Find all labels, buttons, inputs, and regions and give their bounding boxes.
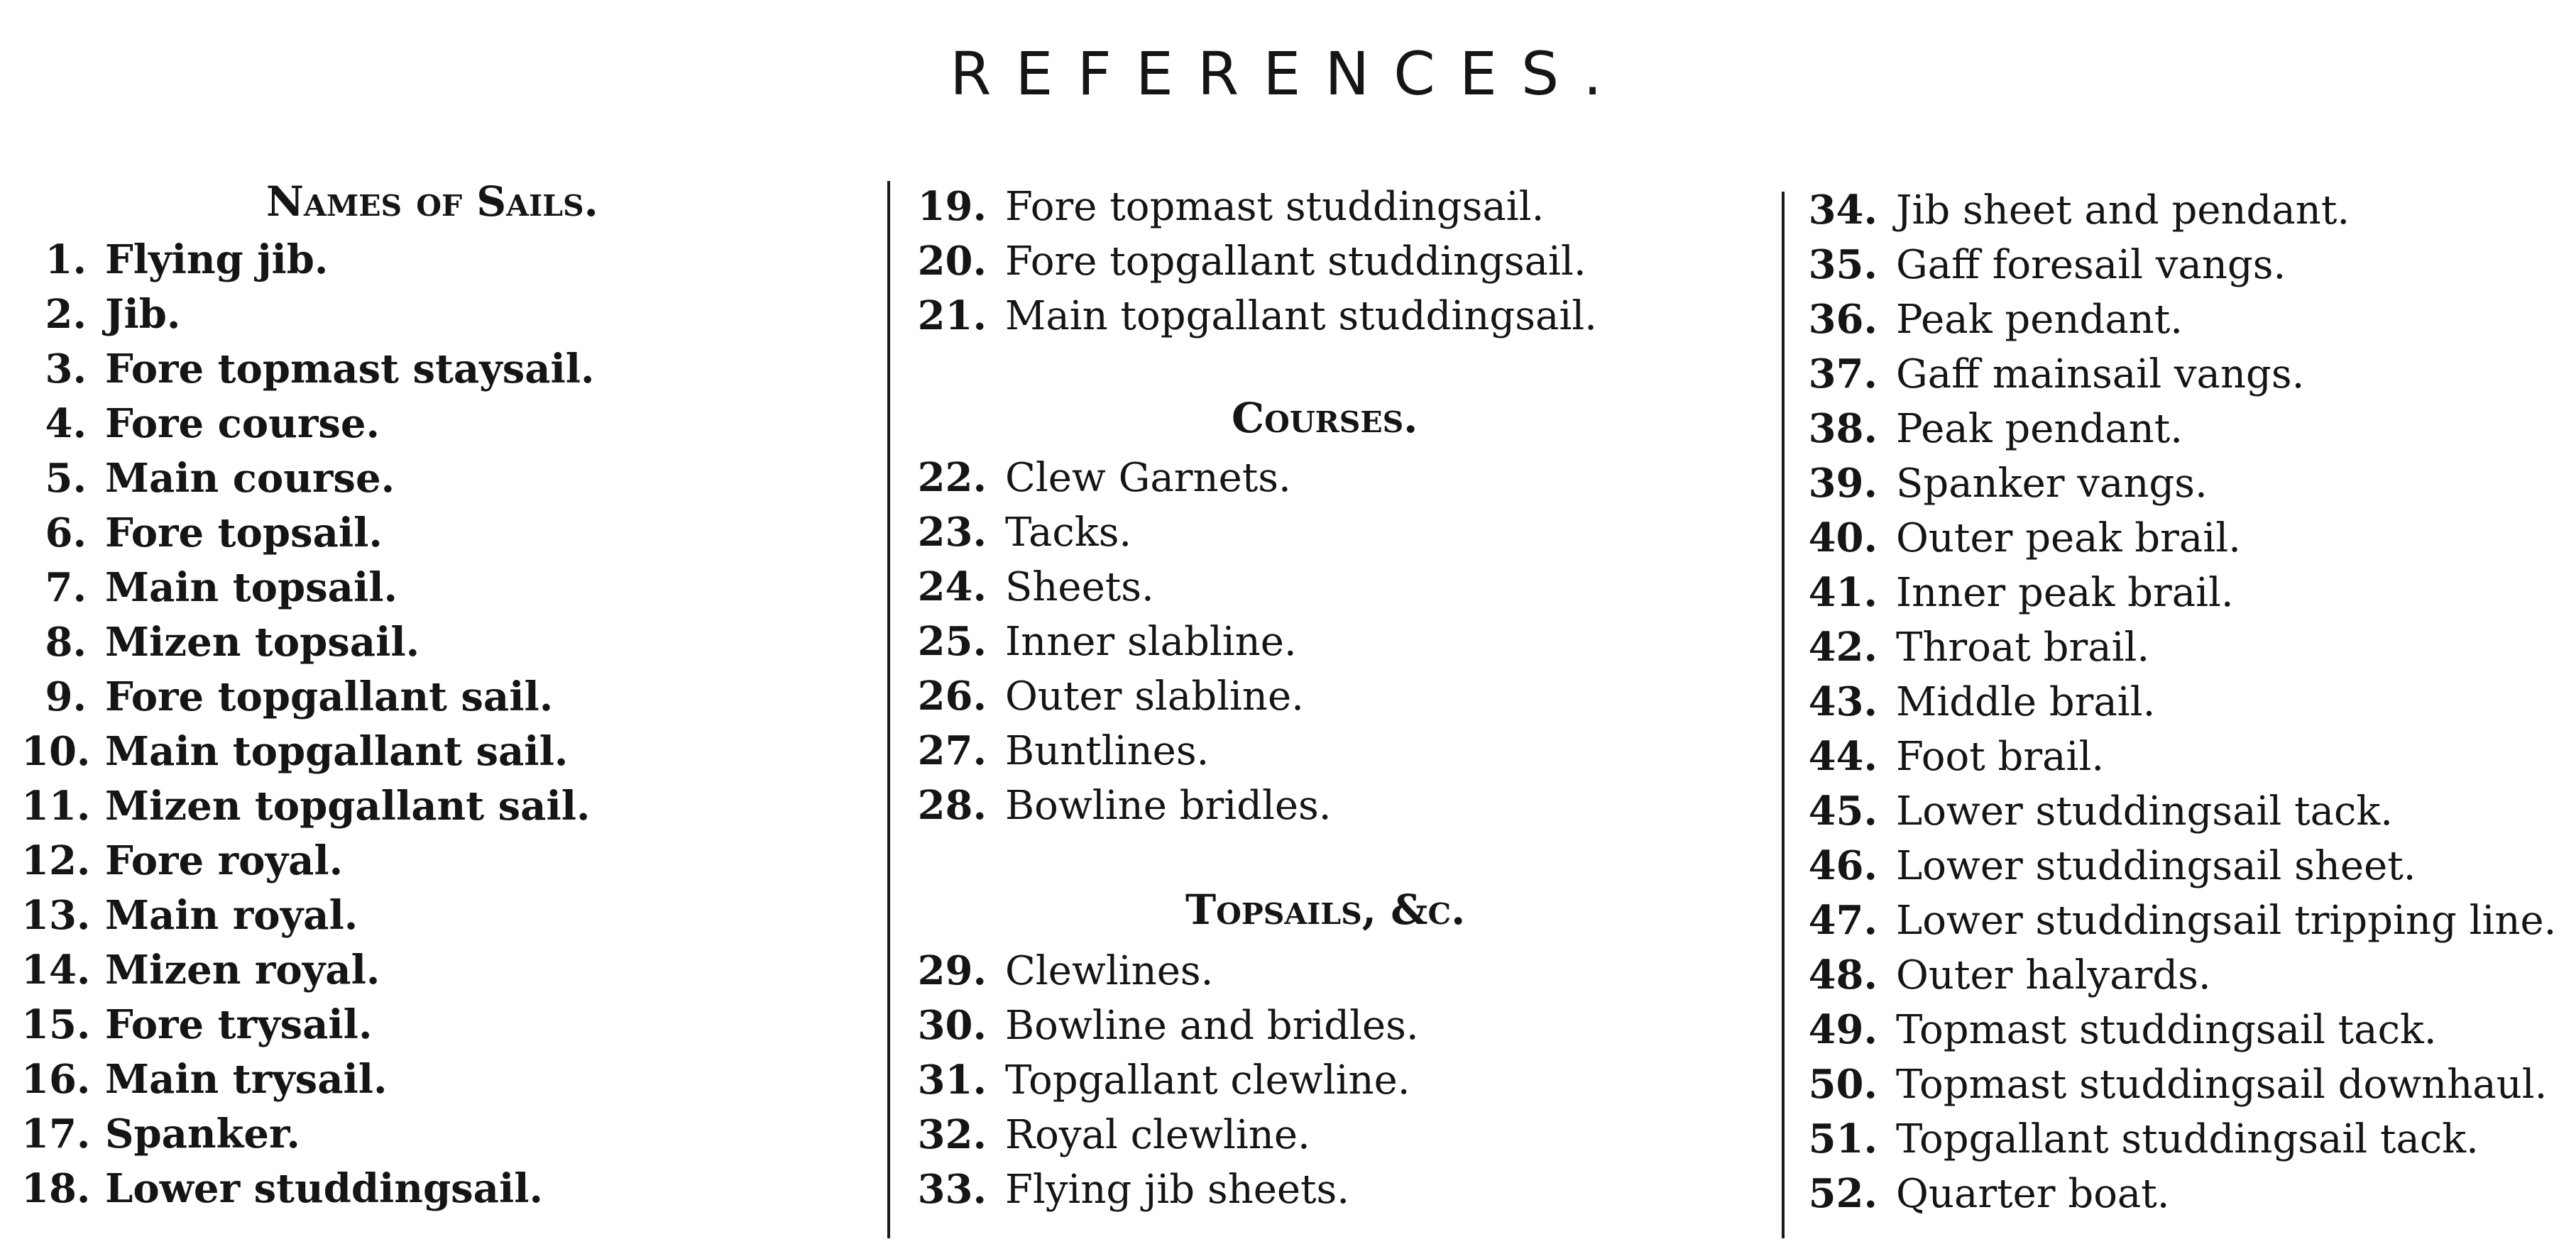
- list-item: [1796, 187, 2350, 233]
- item-number: 26.: [917, 673, 987, 720]
- item-label: Peak pendant.: [1896, 297, 2183, 343]
- list-item: [21, 455, 395, 502]
- item-number: 11.: [21, 783, 91, 830]
- column-divider-right: [1782, 192, 1785, 1238]
- item-number: 28.: [917, 782, 987, 829]
- item-label: Spanker.: [105, 1111, 300, 1157]
- item-number: 18.: [21, 1165, 91, 1212]
- item-number: 37.: [1808, 351, 1878, 397]
- item-label: Lower studdingsail.: [105, 1165, 543, 1212]
- list-item: [905, 947, 1214, 994]
- item-label: Topmast studdingsail downhaul.: [1896, 1062, 2548, 1108]
- list-item: [905, 509, 1132, 556]
- item-number: 13.: [21, 892, 91, 939]
- list-item: [21, 837, 344, 884]
- item-number: 27.: [917, 727, 987, 774]
- list-item: [1796, 733, 2105, 780]
- list-item: [905, 563, 1154, 610]
- list-item: [1796, 678, 2156, 725]
- item-number: 44.: [1808, 733, 1878, 780]
- item-label: Main topgallant sail.: [105, 728, 569, 775]
- list-item: [21, 564, 398, 611]
- list-item: [905, 454, 1291, 501]
- item-label: Fore course.: [105, 400, 380, 447]
- item-label: Mizen topgallant sail.: [105, 783, 591, 830]
- item-number: 7.: [45, 564, 87, 611]
- item-label: Gaff mainsail vangs.: [1896, 351, 2305, 397]
- item-number: 43.: [1808, 678, 1878, 725]
- list-item: [1796, 405, 2183, 452]
- list-item: [1796, 788, 2394, 835]
- item-label: Main topsail.: [105, 564, 398, 611]
- item-number: 8.: [45, 619, 87, 666]
- list-item: [905, 1002, 1419, 1049]
- item-label: Fore topgallant studdingsail.: [1005, 238, 1586, 285]
- list-item: [905, 292, 1597, 339]
- item-number: 40.: [1808, 514, 1878, 561]
- item-label: Lower studdingsail tack.: [1896, 788, 2394, 835]
- item-label: Flying jib sheets.: [1005, 1167, 1350, 1213]
- list-item: [905, 183, 1545, 230]
- list-item: [1796, 1061, 2548, 1108]
- item-number: 14.: [21, 947, 91, 993]
- item-label: Mizen topsail.: [105, 619, 420, 666]
- list-item: [1796, 569, 2234, 616]
- list-item: [21, 673, 554, 720]
- item-label: Inner peak brail.: [1896, 570, 2234, 616]
- item-label: Throat brail.: [1896, 624, 2150, 671]
- list-item: [21, 1056, 388, 1103]
- list-item: [21, 346, 595, 392]
- item-label: Outer halyards.: [1896, 952, 2211, 998]
- section-heading-names-of-sails: Names of Sails.: [266, 177, 598, 226]
- item-number: 16.: [21, 1056, 91, 1103]
- item-label: Gaff foresail vangs.: [1896, 242, 2286, 288]
- item-label: Topmast studdingsail tack.: [1896, 1007, 2437, 1053]
- item-number: 36.: [1808, 296, 1878, 343]
- item-label: Lower studdingsail tripping line.: [1896, 898, 2557, 944]
- item-number: 45.: [1808, 788, 1878, 835]
- item-label: Outer slabline.: [1005, 673, 1304, 720]
- item-number: 31.: [917, 1057, 987, 1103]
- list-item: [905, 1057, 1410, 1103]
- item-label: Royal clewline.: [1005, 1112, 1310, 1158]
- item-number: 12.: [21, 837, 91, 884]
- list-item: [905, 238, 1586, 285]
- item-number: 32.: [917, 1111, 987, 1158]
- list-item: [21, 783, 591, 830]
- item-label: Foot brail.: [1896, 734, 2105, 780]
- item-label: Main royal.: [105, 892, 358, 939]
- item-number: 35.: [1808, 241, 1878, 288]
- item-label: Fore topmast studdingsail.: [1005, 184, 1545, 230]
- item-label: Sheets.: [1005, 564, 1154, 610]
- list-item: [21, 619, 420, 666]
- item-number: 49.: [1808, 1006, 1878, 1053]
- list-item: [1796, 514, 2241, 561]
- item-number: 15.: [21, 1001, 91, 1048]
- item-label: Middle brail.: [1896, 679, 2156, 725]
- list-item: [21, 1001, 373, 1048]
- page-title: REFERENCES.: [950, 39, 1626, 109]
- column-divider-left: [887, 181, 890, 1238]
- list-item: [1796, 952, 2211, 998]
- item-number: 22.: [917, 454, 987, 501]
- item-number: 3.: [45, 346, 87, 392]
- item-label: Main trysail.: [105, 1056, 388, 1103]
- item-number: 1.: [45, 236, 87, 283]
- item-label: Clewlines.: [1005, 948, 1214, 994]
- item-label: Quarter boat.: [1896, 1171, 2170, 1217]
- item-number: 5.: [45, 455, 87, 502]
- item-label: Buntlines.: [1005, 728, 1210, 774]
- list-item: [21, 1111, 300, 1157]
- list-item: [1796, 460, 2208, 507]
- item-label: Bowline bridles.: [1005, 783, 1332, 829]
- item-label: Outer peak brail.: [1896, 515, 2241, 561]
- section-heading-courses: Courses.: [1232, 394, 1418, 442]
- item-number: 52.: [1808, 1170, 1878, 1217]
- list-item: [905, 1166, 1350, 1213]
- item-number: 42.: [1808, 624, 1878, 671]
- item-number: 4.: [45, 400, 87, 447]
- item-label: Topgallant studdingsail tack.: [1896, 1116, 2479, 1162]
- item-label: Jib sheet and pendant.: [1896, 187, 2350, 233]
- item-label: Jib.: [105, 291, 181, 338]
- list-item: [905, 727, 1210, 774]
- item-label: Inner slabline.: [1005, 619, 1297, 665]
- list-item: [1796, 897, 2557, 944]
- item-label: Fore trysail.: [105, 1001, 373, 1048]
- item-number: 39.: [1808, 460, 1878, 507]
- item-label: Clew Garnets.: [1005, 455, 1291, 501]
- item-label: Mizen royal.: [105, 947, 380, 993]
- list-item: [1796, 1116, 2479, 1162]
- item-number: 6.: [45, 510, 87, 556]
- item-number: 25.: [917, 618, 987, 665]
- item-number: 21.: [917, 292, 987, 339]
- list-item: [1796, 624, 2150, 671]
- item-label: Spanker vangs.: [1896, 461, 2208, 507]
- item-label: Bowline and bridles.: [1005, 1003, 1419, 1049]
- item-number: 23.: [917, 509, 987, 556]
- item-label: Topgallant clewline.: [1005, 1057, 1410, 1103]
- list-item: [1796, 241, 2286, 288]
- item-number: 17.: [21, 1111, 91, 1157]
- list-item: [21, 947, 380, 993]
- item-label: Tacks.: [1005, 510, 1132, 556]
- item-label: Fore royal.: [105, 837, 344, 884]
- list-item: [905, 782, 1332, 829]
- item-number: 33.: [917, 1166, 987, 1213]
- item-number: 20.: [917, 238, 987, 285]
- item-number: 38.: [1808, 405, 1878, 452]
- item-label: Flying jib.: [105, 236, 329, 283]
- list-item: [21, 1165, 543, 1212]
- section-heading-topsails: Topsails, &c.: [1185, 886, 1466, 934]
- list-item: [21, 728, 569, 775]
- item-number: 48.: [1808, 952, 1878, 998]
- list-item: [1796, 1170, 2170, 1217]
- item-label: Main course.: [105, 455, 395, 502]
- list-item: [905, 1111, 1310, 1158]
- item-label: Peak pendant.: [1896, 406, 2183, 452]
- list-item: [1796, 351, 2305, 397]
- item-number: 9.: [45, 673, 87, 720]
- item-number: 24.: [917, 563, 987, 610]
- item-number: 29.: [917, 947, 987, 994]
- list-item: [21, 400, 380, 447]
- list-item: [1796, 1006, 2437, 1053]
- item-number: 50.: [1808, 1061, 1878, 1108]
- list-item: [21, 291, 181, 338]
- list-item: [21, 510, 383, 556]
- item-number: 10.: [21, 728, 91, 775]
- item-number: 19.: [917, 183, 987, 230]
- item-number: 30.: [917, 1002, 987, 1049]
- item-number: 47.: [1808, 897, 1878, 944]
- list-item: [905, 673, 1304, 720]
- item-label: Fore topsail.: [105, 510, 383, 556]
- item-label: Main topgallant studdingsail.: [1005, 293, 1597, 339]
- item-label: Fore topgallant sail.: [105, 673, 554, 720]
- item-number: 51.: [1808, 1116, 1878, 1162]
- item-label: Fore topmast staysail.: [105, 346, 595, 392]
- item-label: Lower studdingsail sheet.: [1896, 843, 2416, 889]
- item-number: 2.: [45, 291, 87, 338]
- list-item: [21, 236, 329, 283]
- item-number: 46.: [1808, 842, 1878, 889]
- list-item: [1796, 296, 2183, 343]
- list-item: [21, 892, 358, 939]
- item-number: 41.: [1808, 569, 1878, 616]
- list-item: [905, 618, 1297, 665]
- item-number: 34.: [1808, 187, 1878, 233]
- list-item: [1796, 842, 2416, 889]
